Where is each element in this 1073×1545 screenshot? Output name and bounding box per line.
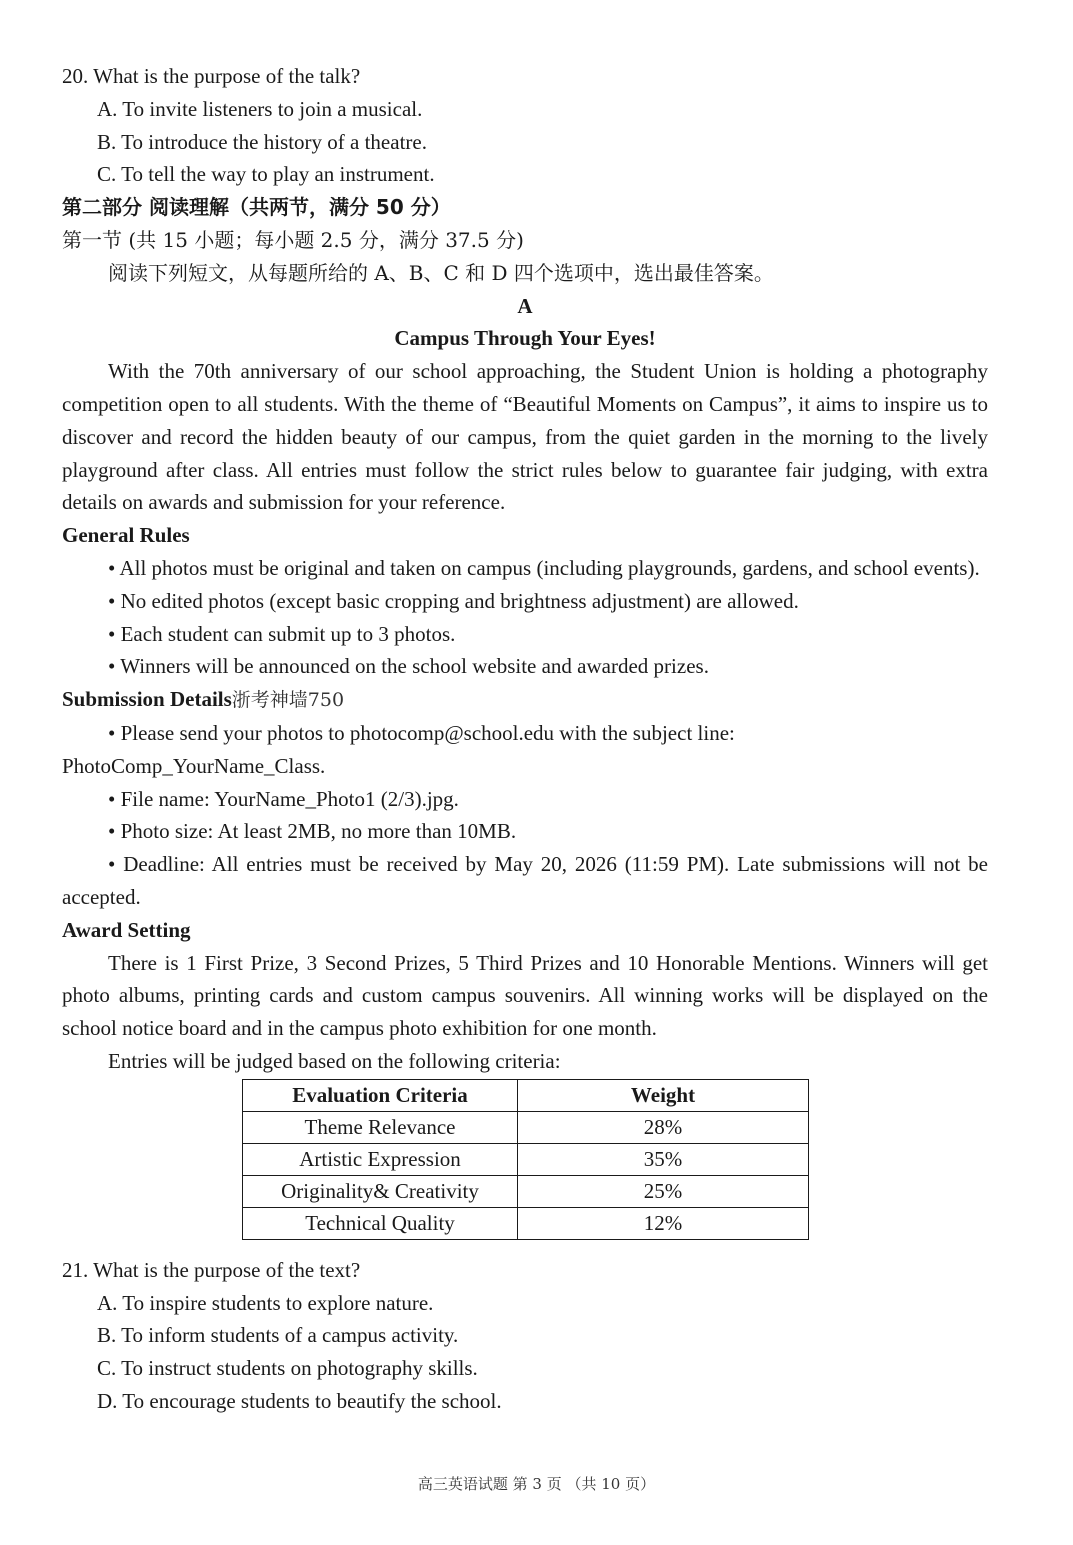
criteria-intro: Entries will be judged based on the following criteria: <box>108 1048 561 1073</box>
passage-intro: With the 70th anniversary of our school approaching, the Student Union is holding a photography competition open to all students. With the theme of “Beautiful Moments on Campus”, it aims to inspire us to discover and record the hidden beauty of our campus, from the quiet garden in the morning to the lively playground after class. All entries must follow the strict rules below to guarantee fair judging, with extra details on awards and submission for your reference. <box>62 359 988 515</box>
award-text: There is 1 First Prize, 3 Second Prizes, 5 Third Prizes and 10 Honorable Mentions. Winners will get photo albums, printing cards and custom campus souvenirs. All winning works will be displayed on the school notice board and in the campus photo exhibition for one month. <box>62 950 988 1041</box>
rule-item: • No edited photos (except basic cropping and brightness adjustment) are allowed. <box>108 588 799 613</box>
table-cell-weight: 35% <box>518 1143 809 1175</box>
rule-item: • Winners will be announced on the school website and awarded prizes. <box>108 654 709 679</box>
criteria-table <box>242 1079 809 1240</box>
table-cell-weight: 12% <box>518 1207 809 1239</box>
table-cell-weight: 28% <box>518 1111 809 1143</box>
rule-item: • All photos must be original and taken on campus (including playgrounds, gardens, and school events). <box>108 555 980 580</box>
table-row <box>243 1207 809 1239</box>
page-footer: 高三英语试题 第 3 页 （共 10 页） <box>417 1475 656 1493</box>
table-header-criteria: Evaluation Criteria <box>243 1079 518 1111</box>
reading-instruction: 阅读下列短文，从每题所给的 A、B、C 和 D 四个选项中，选出最佳答案。 <box>108 260 774 285</box>
submission-item: • File name: YourName_Photo1 (2/3).jpg. <box>108 786 459 811</box>
option-b: B. To introduce the history of a theatre. <box>97 129 427 154</box>
passage-label: A <box>517 293 533 318</box>
table-header-row <box>243 1079 809 1111</box>
table-cell-criteria: Artistic Expression <box>243 1143 518 1175</box>
question-20 <box>62 60 988 191</box>
rule-item: • Each student can submit up to 3 photos. <box>108 621 456 646</box>
table-row <box>243 1175 809 1207</box>
award-heading: Award Setting <box>62 917 191 942</box>
section-heading: 第一节 (共 15 小题；每小题 2.5 分，满分 37.5 分) <box>62 227 524 252</box>
part-heading: 第二部分 阅读理解（共两节，满分 50 分） <box>62 195 451 220</box>
submission-item: • Photo size: At least 2MB, no more than 10MB. <box>108 819 517 844</box>
table-cell-criteria: Originality& Creativity <box>243 1175 518 1207</box>
submission-item: • Deadline: All entries must be received by May 20, 2026 (11:59 PM). Late submissions will not be accepted. <box>62 852 988 909</box>
table-cell-criteria: Technical Quality <box>243 1207 518 1239</box>
question-stem: 20. What is the purpose of the talk? <box>62 64 361 88</box>
table-row <box>243 1111 809 1143</box>
table-cell-criteria: Theme Relevance <box>243 1111 518 1143</box>
general-rules-heading: General Rules <box>62 523 190 548</box>
option-b: B. To inform students of a campus activity. <box>97 1323 459 1348</box>
submission-heading-row <box>62 683 988 717</box>
submission-item: • Please send your photos to photocomp@school.edu with the subject line: PhotoComp_YourName_Class. <box>62 720 735 778</box>
exam-page <box>62 60 988 1418</box>
option-a: A. To inspire students to explore nature. <box>97 1290 434 1315</box>
table-header-weight: Weight <box>518 1079 809 1111</box>
option-c: C. To tell the way to play an instrument. <box>97 162 435 187</box>
passage-title: Campus Through Your Eyes! <box>394 326 656 351</box>
table-cell-weight: 25% <box>518 1175 809 1207</box>
option-c: C. To instruct students on photography skills. <box>97 1356 478 1381</box>
question-21 <box>62 1254 988 1418</box>
table-row <box>243 1143 809 1175</box>
question-stem: 21. What is the purpose of the text? <box>62 1257 361 1282</box>
option-d: D. To encourage students to beautify the school. <box>97 1388 502 1413</box>
submission-heading: Submission Details <box>62 687 232 712</box>
watermark-text: 浙考神墙750 <box>231 689 345 712</box>
option-a: A. To invite listeners to join a musical. <box>97 96 423 121</box>
